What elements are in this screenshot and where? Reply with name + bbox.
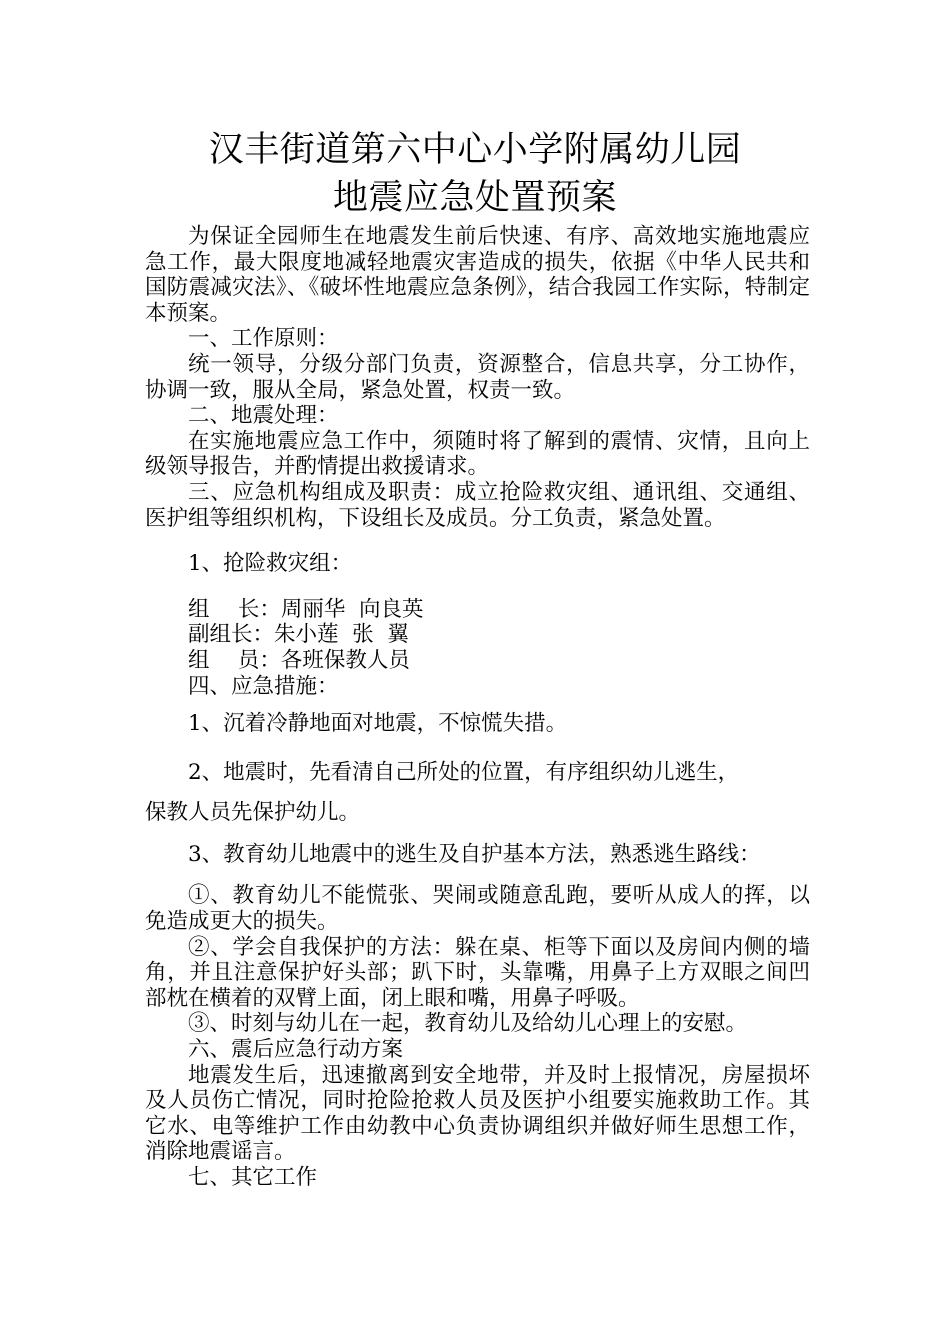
section-4-heading: 四、应急措施：	[188, 673, 339, 699]
child-method-1: ①、教育幼儿不能慌张、哭闹或随意乱跑，要听从成人的挥，以免造成更大的损失。	[145, 883, 810, 935]
section-6-heading: 六、震后应急行动方案	[188, 1037, 404, 1063]
group-title: 1、抢险救灾组：	[188, 551, 353, 577]
section-7-heading: 七、其它工作	[188, 1165, 318, 1190]
measure-1: 1、沉着冷静地面对地震，不惊慌失措。	[188, 711, 568, 737]
document-title-line2: 地震应急处置预案	[332, 178, 617, 218]
group-members: 组 员：各班保教人员	[188, 647, 410, 673]
measure-2: 2、地震时，先看清自己所处的位置，有序组织幼儿逃生，	[188, 759, 740, 785]
child-method-2: ②、学会自我保护的方法：躲在桌、柜等下面以及房间内侧的墙角，并且注意保护好头部；趴下时，头靠嘴，用鼻子上方双眼之间凹部枕在横着的双臂上面，闭上眼和嘴，用鼻子呼吸。	[145, 934, 810, 1011]
section-6-text: 地震发生后，迅速撤离到安全地带，并及时上报情况，房屋损坏及人员伤亡情况，同时抢险抢救人员及医护小组要实施救助工作。其它水、电等维护工作由幼教中心负责协调组织并做好师生思想工作，消除地震谣言。	[145, 1062, 810, 1165]
measure-2-continued: 保教人员先保护幼儿。	[145, 800, 361, 826]
group-deputy: 副组长：朱小莲 张 翼	[188, 622, 409, 648]
group-leader: 组 长：周丽华 向良英	[188, 596, 424, 622]
child-method-3: ③、时刻与幼儿在一起，教育幼儿及给幼儿心理上的安慰。	[188, 1011, 748, 1037]
section-2-heading: 二、地震处理：	[188, 403, 339, 429]
intro-paragraph: 为保证全园师生在地震发生前后快速、有序、高效地实施地震应急工作，最大限度地减轻地震灾害造成的损失，依据《中华人民共和国防震减灾法》、《破坏性地震应急条例》，结合我园工作实际，特制定本预案。	[145, 224, 810, 326]
section-1-text: 统一领导，分级分部门负责，资源整合，信息共享，分工协作，协调一致，服从全局，紧急处置，权责一致。	[145, 351, 810, 403]
document-title-line1: 汉丰街道第六中心小学附属幼儿园	[208, 130, 742, 170]
section-2-text: 在实施地震应急工作中，须随时将了解到的震情、灾情，且向上级领导报告，并酌情提出救援请求。	[145, 428, 810, 480]
measure-3: 3、教育幼儿地震中的逃生及自护基本方法，熟悉逃生路线：	[188, 841, 761, 867]
document-body	[145, 224, 810, 1191]
section-1-heading: 一、工作原则：	[188, 326, 339, 352]
section-3-text: 三、应急机构组成及职责：成立抢险救灾组、通讯组、交通组、医护组等组织机构，下设组长及成员。分工负责，紧急处置。	[145, 479, 810, 531]
